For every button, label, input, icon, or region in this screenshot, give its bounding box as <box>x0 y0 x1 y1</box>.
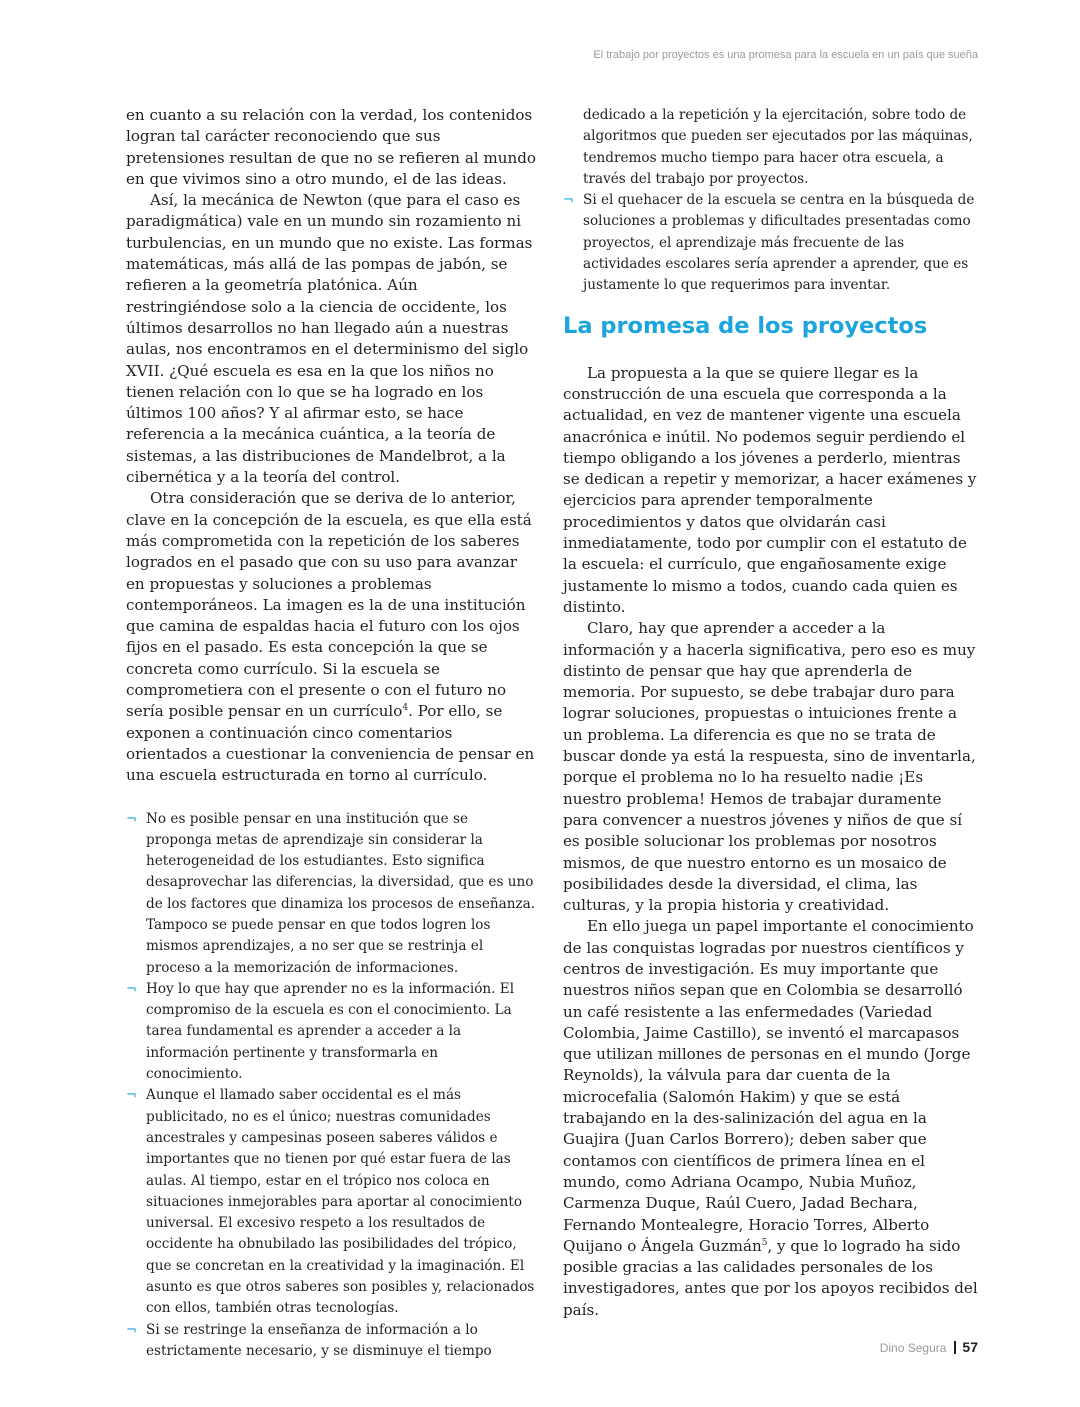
list-item <box>126 809 536 979</box>
list-item-text: Si se restringe la enseñanza de información a lo estrictamente necesario, y se disminuye el tiempo <box>146 1321 492 1359</box>
bullet-list <box>563 105 981 297</box>
bullet-list <box>126 809 536 1363</box>
paragraph-text: En ello juega un papel importante el conocimiento de las conquistas logradas por nuestros científicos y centros de investigación. Es muy importante que nuestros niños sepan que en Colombia se desarrolló un café resistente a las enfermedades (Variedad Colombia, Jaime Castillo), se inventó el marcapasos que utilizan millones de personas en el mundo (Jorge Reynolds), la válvula para dar cuenta de la microcefalia (Salomón Hakim) y que se está trabajando en la des-salinización del agua en la Guajira (Juan Carlos Borrero); deben saber que contamos con científicos de primera línea en el mundo, como Adriana Ocampo, Nubia Muñoz, Carmenza Duque, Raúl Cuero, Jadad Bechara, Fernando Montealegre, Horacio Torres, Alberto Quijano o Ángela Guzmán <box>563 917 974 1255</box>
bullet-icon: ¬ <box>126 811 137 827</box>
list-item <box>126 979 536 1085</box>
list-item <box>126 1085 536 1319</box>
bullet-icon: ¬ <box>126 981 137 997</box>
bullet-icon: ¬ <box>126 1322 137 1338</box>
list-item-text: No es posible pensar en una institución que se proponga metas de aprendizaje sin considerar la heterogeneidad de los estudiantes. Esto significa desaprovechar las diferencias, la diversidad, que es uno de los factores que dinamiza los procesos de enseñanza. Tampoco se puede pensar en que todos logren los mismos aprendizajes, a no ser que se restrinja el proceso a la memorización de informaciones. <box>146 810 536 976</box>
right-column <box>563 105 981 1321</box>
footnote-ref: 5 <box>761 1237 768 1248</box>
footer-author: Dino Segura <box>879 1341 947 1355</box>
paragraph: Claro, hay que aprender a acceder a la información y a hacerla significativa, pero eso es muy distinto de pensar que hay que aprenderla de memoria. Por supuesto, se debe trabajar duro para lograr soluciones, propuestas o intuiciones frente a un problema. La diferencia es que no se trata de buscar donde ya está la respuesta, sino de inventarla, porque el problema no lo ha resuelto nadie ¡Es nuestro problema! Hemos de trabajar duramente para convencer a nuestros jóvenes y niños de que sí es posible solucionar los problemas por nosotros mismos, de que nuestro entorno es un mosaico de posibilidades desde la diversidad, el clima, las culturas, y la propia historia y creatividad. <box>563 619 976 915</box>
paragraph <box>563 916 981 1321</box>
list-item <box>126 1320 536 1363</box>
running-header: El trabajo por proyectos es una promesa para la escuela en un país que sueña <box>593 49 978 61</box>
paragraph: en cuanto a su relación con la verdad, los contenidos logran tal carácter reconociendo que sus pretensiones resultan de que no se refieren al mundo en que vivimos sino a otro mundo, el de las ideas. <box>126 106 536 188</box>
bullet-icon: ¬ <box>563 193 574 209</box>
page-number: 57 <box>962 1339 978 1355</box>
left-body-text <box>126 105 536 787</box>
footer-divider <box>954 1341 956 1354</box>
bullet-icon: ¬ <box>126 1088 137 1104</box>
page-footer <box>880 1339 978 1355</box>
list-item <box>563 190 981 296</box>
footnote-ref: 4 <box>402 703 409 714</box>
section-heading: La promesa de los proyectos <box>563 312 928 339</box>
paragraph: Así, la mecánica de Newton (que para el caso es paradigmática) vale en un mundo sin rozamiento ni turbulencias, en un mundo que no existe. Las formas matemáticas, más allá de las pompas de jabón, se refieren a la geometría platónica. Aún restringiéndose solo a la ciencia de occidente, los últimos desarrollos no han llegado aún a nuestras aulas, nos encontramos en el determinismo del siglo XVII. ¿Qué escuela es esa en la que los niños no tienen relación con lo que se ha logrado en los últimos 100 años? Y al afirmar esto, se hace referencia a la mecánica cuántica, a la teoría de sistemas, a las distribuciones de Mandelbrot, a la cibernética y a la teoría del control. <box>126 191 533 487</box>
paragraph-text: Otra consideración que se deriva de lo anterior, clave en la concepción de la escuela, es que ella está más comprometida con la repetición de los saberes logrados en el pasado que con su uso para avanzar en propuestas y soluciones a problemas contemporáneos. La imagen es la de una institución que camina de espaldas hacia el futuro con los ojos fijos en el pasado. Es esta concepción la que se concreta como currículo. Si la escuela se comprometiera con el presente o con el futuro no sería posible pensar en un currículo <box>126 489 532 721</box>
list-item-text: Hoy lo que hay que aprender no es la información. El compromiso de la escuela es con el conocimiento. La tarea fundamental es aprender a acceder a la información pertinente y transformarla en conocimiento. <box>146 980 515 1083</box>
paragraph: La propuesta a la que se quiere llegar es la construcción de una escuela que corresponda a la actualidad, en vez de mantener vigente una escuela anacrónica e inútil. No podemos seguir perdiendo el tiempo obligando a los jóvenes a perderlo, mientras se dedican a repetir y memorizar, a hacer exámenes y ejercicios para aprender temporalmente procedimientos y datos que olvidarán casi inmediatamente, todo por cumplir con el estatuto de la escuela: el currículo, que engañosamente exige justamente lo mismo a todos, cuando cada quien es distinto. <box>563 363 977 616</box>
paragraph-text: , y que lo logrado ha sido posible gracias a las calidades personales de los investigadores, antes que por los apoyos recibidos del país. <box>563 1236 978 1319</box>
paragraph <box>126 488 536 786</box>
list-item-text: Si el quehacer de la escuela se centra en la búsqueda de soluciones a problemas y dificultades presentadas como proyectos, el aprendizaje más frecuente de las actividades escolares sería aprender a aprender, que es justamente lo que requerimos para inventar. <box>583 192 975 294</box>
paragraph-text: . Por ello, se exponen a continuación cinco comentarios orientados a cuestionar la conveniencia de pensar en una escuela estructurada en torno al currículo. <box>126 702 535 785</box>
list-item-continued <box>563 105 981 190</box>
right-body-text <box>563 363 981 1321</box>
list-item-text: Aunque el llamado saber occidental es el más publicitado, no es el único; nuestras comunidades ancestrales y campesinas poseen saberes válidos e importantes que no tienen por qué estar fuera de las aulas. Al tiempo, estar en el trópico nos coloca en situaciones inmejorables para aportar al conocimiento universal. El excesivo respeto a los resultados de occidente ha obnubilado las posibilidades del trópico, que se concretan en la creatividad y la imaginación. El asunto es que otros saberes son posibles y, relacionados con ellos, también otras tecnologías. <box>146 1087 535 1317</box>
left-column <box>126 105 536 1362</box>
list-item-text: dedicado a la repetición y la ejercitación, sobre todo de algoritmos que pueden ser ejecutados por las máquinas, tendremos mucho tiempo para hacer otra escuela, a través del trabajo por proyectos. <box>583 107 973 187</box>
